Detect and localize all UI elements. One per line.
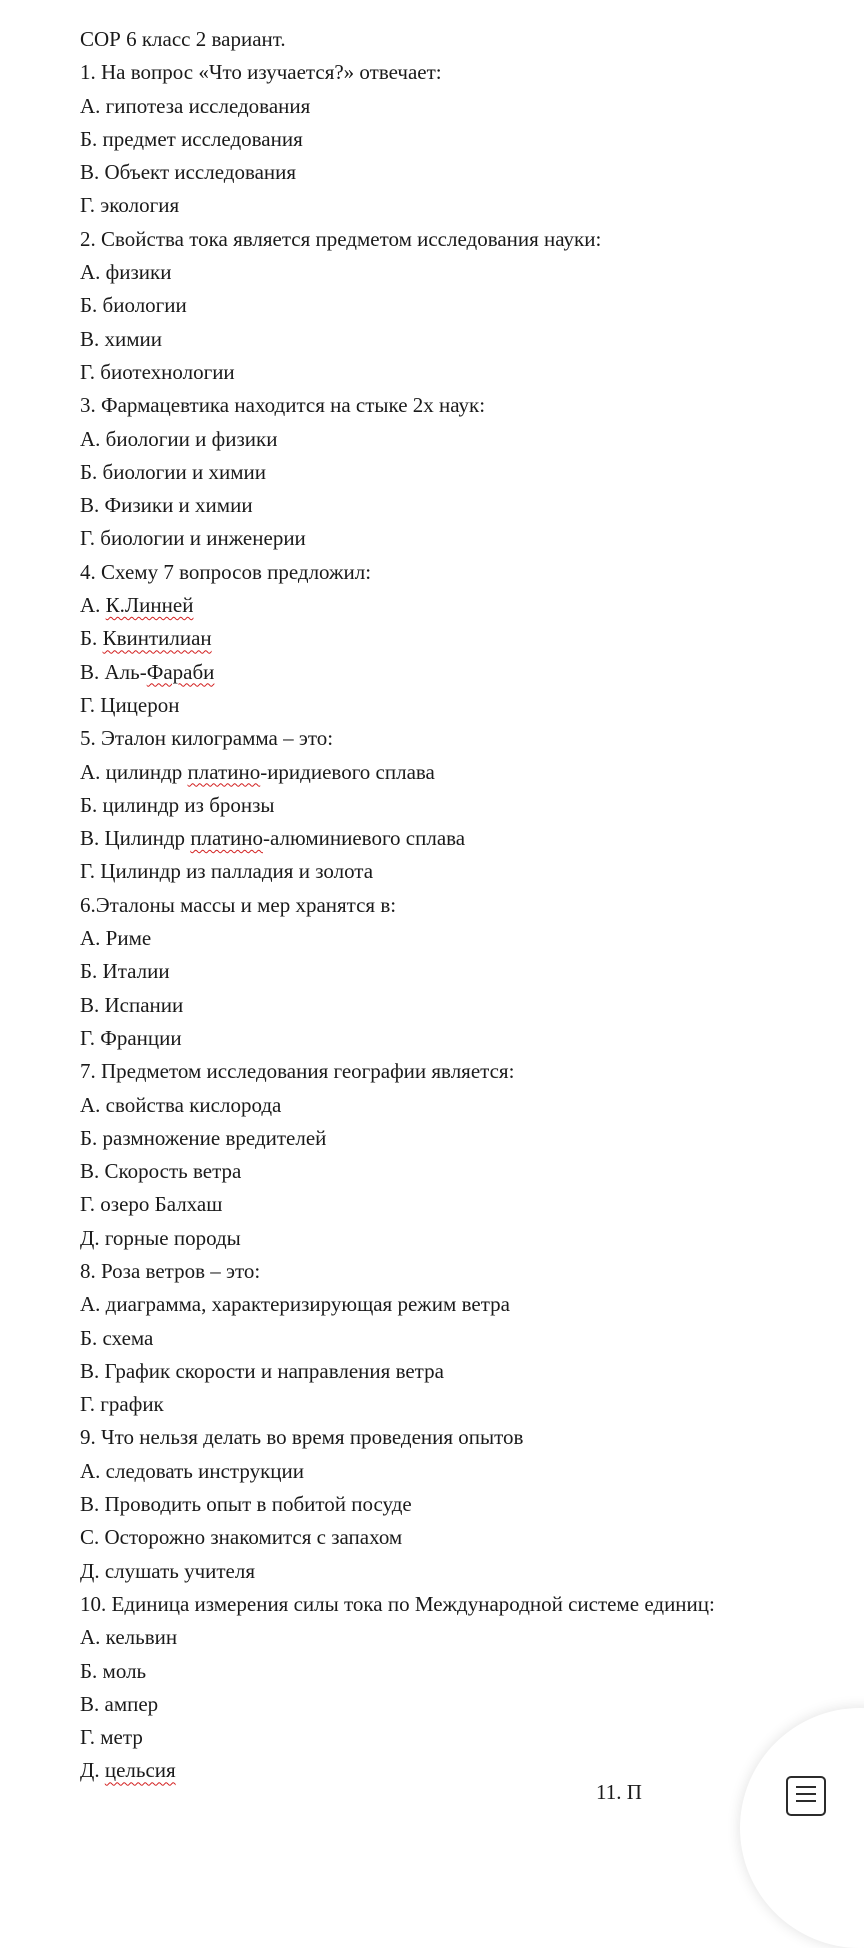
question-6: 6.Эталоны массы и мер хранятся в: [80,892,397,917]
answer-option: Б. моль [80,1658,147,1683]
answer-option: В. химии [80,326,163,351]
answer-option: Д. горные породы [80,1225,241,1250]
answer-option: Г. график [80,1392,164,1417]
document-menu-button[interactable] [786,1776,826,1816]
question-10: 10. Единица измерения силы тока по Международной системе единиц: [80,1591,715,1616]
answer-option: Г. Цицерон [80,692,180,717]
answer-option: Б. биологии и химии [80,459,267,484]
overlay-panel [740,1708,864,1948]
question-11-partial: 11. П [596,1780,642,1804]
answer-option: Г. экология [80,193,180,218]
answer-option: В. Аль-Фараби [80,659,215,684]
question-7: 7. Предметом исследования географии является: [80,1059,515,1084]
spellcheck-word: К.Линней [105,593,194,618]
answer-option: А. физики [80,260,172,285]
question-9: 9. Что нельзя делать во время проведения опытов [80,1425,524,1450]
answer-option: Б. Италии [80,959,170,984]
answer-option: А. цилиндр платино-иридиевого сплава [80,759,435,784]
answer-option: Г. биотехнологии [80,359,235,384]
answer-option: В. График скорости и направления ветра [80,1358,444,1383]
answer-option: Б. цилиндр из бронзы [80,792,275,817]
answer-option: С. Осторожно знакомится с запахом [80,1525,403,1550]
document-text [80,23,715,1788]
answer-option: Г. Франции [80,1025,182,1050]
answer-option: В. Скорость ветра [80,1159,242,1184]
answer-option: В. ампер [80,1691,159,1716]
answer-option: А. кельвин [80,1625,178,1650]
answer-option: А. диаграмма, характеризирующая режим ветра [80,1292,510,1317]
question-8: 8. Роза ветров – это: [80,1258,261,1283]
answer-option: А. следовать инструкции [80,1458,304,1483]
spellcheck-word: платино [187,759,261,784]
answer-option: Г. метр [80,1725,143,1750]
question-2: 2. Свойства тока является предметом исследования науки: [80,226,602,251]
answer-option: В. Объект исследования [80,160,297,185]
spellcheck-word: Фараби [146,659,215,684]
answer-option: В. Проводить опыт в побитой посуде [80,1492,412,1517]
spellcheck-word: платино [190,826,263,851]
question-5: 5. Эталон килограмма – это: [80,726,334,751]
spellcheck-word: Квинтилиан [102,626,212,651]
answer-option: В. Физики и химии [80,493,253,518]
answer-option: В. Цилиндр платино-алюминиевого сплава [80,826,466,851]
answer-option: Б. предмет исследования [80,126,303,151]
question-3: 3. Фармацевтика находится на стыке 2х наук: [80,393,486,418]
answer-option: Г. биологии и инженерии [80,526,306,551]
answer-option: А. К.Линней [80,593,194,618]
answer-option: А. биологии и физики [80,426,278,451]
answer-option: Д. цельсия [80,1758,176,1783]
question-4: 4. Схему 7 вопросов предложил: [80,559,372,584]
answer-option: А. свойства кислорода [80,1092,282,1117]
answer-option: Д. слушать учителя [80,1558,256,1583]
question-1: 1. На вопрос «Что изучается?» отвечает: [80,60,442,85]
answer-option: В. Испании [80,992,184,1017]
answer-option: Г. озеро Балхаш [80,1192,223,1217]
answer-option: Б. Квинтилиан [80,626,212,651]
doc-title: СОР 6 класс 2 вариант. [80,27,286,51]
answer-option: Б. размножение вредителей [80,1125,327,1150]
answer-option: Б. схема [80,1325,154,1350]
answer-option: Г. Цилиндр из палладия и золота [80,859,374,884]
answer-option: А. Риме [80,926,152,951]
answer-option: А. гипотеза исследования [80,93,311,118]
answer-option: Б. биологии [80,293,187,318]
spellcheck-word: цельсия [104,1758,176,1783]
